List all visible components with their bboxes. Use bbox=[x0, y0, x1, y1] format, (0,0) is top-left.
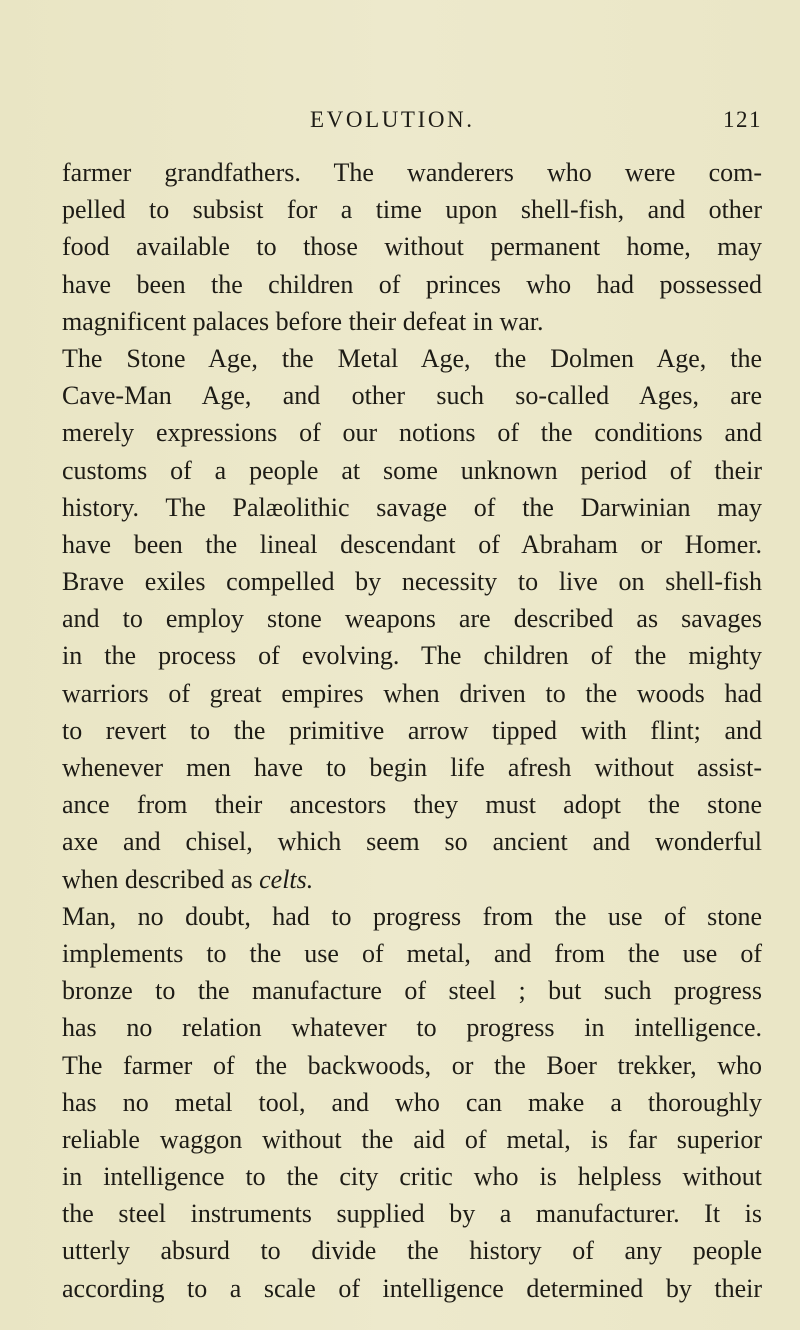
text-line: to revert to the primitive arrow tipped with flint; and bbox=[62, 715, 762, 745]
text-line: customs of a people at some unknown period of their bbox=[62, 455, 762, 485]
text-line-start: when described as bbox=[62, 864, 260, 894]
body-text bbox=[62, 154, 762, 1307]
running-title: EVOLUTION. bbox=[310, 107, 475, 132]
text-line: The Stone Age, the Metal Age, the Dolmen Age, the bbox=[62, 343, 762, 373]
text-line: Cave-Man Age, and other such so-called Ages, are bbox=[62, 381, 762, 411]
page-number: 121 bbox=[723, 107, 762, 132]
running-head bbox=[62, 103, 762, 137]
text-line: magnificent palaces before their defeat in war. bbox=[62, 306, 544, 336]
text-line: merely expressions of our notions of the conditions and bbox=[62, 418, 762, 448]
text-line: axe and chisel, which seem so ancient and wonderful bbox=[62, 827, 762, 857]
text-line: utterly absurd to divide the history of any people bbox=[62, 1236, 762, 1266]
text-line: Brave exiles compelled by necessity to live on shell-fish bbox=[62, 567, 762, 597]
text-line: have been the lineal descendant of Abraham or Homer. bbox=[62, 529, 762, 559]
text-line: Man, no doubt, had to progress from the use of stone bbox=[62, 901, 762, 931]
text-line: has no metal tool, and who can make a thoroughly bbox=[62, 1087, 762, 1117]
text-line: bronze to the manufacture of steel ; but such progress bbox=[62, 976, 762, 1006]
text-line: whenever men have to begin life afresh without assist- bbox=[62, 753, 762, 782]
text-line: farmer grandfathers. The wanderers who were com- bbox=[62, 158, 762, 187]
text-line: ance from their ancestors they must adopt the stone bbox=[62, 790, 762, 820]
text-line: pelled to subsist for a time upon shell-fish, and other bbox=[62, 195, 762, 225]
text-line: in the process of evolving. The children of the mighty bbox=[62, 641, 762, 671]
italic-term: celts. bbox=[259, 864, 314, 894]
text-line: The farmer of the backwoods, or the Boer trekker, who bbox=[62, 1050, 762, 1080]
text-line: according to a scale of intelligence determined by their bbox=[62, 1273, 762, 1303]
text-line: food available to those without permanent home, may bbox=[62, 232, 762, 262]
text-line: the steel instruments supplied by a manufacturer. It is bbox=[62, 1199, 762, 1229]
text-line: and to employ stone weapons are described as savages bbox=[62, 604, 762, 634]
text-line: implements to the use of metal, and from the use of bbox=[62, 938, 762, 968]
text-line: reliable waggon without the aid of metal, is far superior bbox=[62, 1124, 762, 1154]
text-line: in intelligence to the city critic who is helpless without bbox=[62, 1162, 762, 1192]
text-line: has no relation whatever to progress in intelligence. bbox=[62, 1013, 762, 1043]
text-line: have been the children of princes who had possessed bbox=[62, 269, 762, 299]
text-line bbox=[62, 861, 762, 898]
text-line: warriors of great empires when driven to the woods had bbox=[62, 678, 762, 708]
text-line: history. The Palæolithic savage of the Darwinian may bbox=[62, 492, 762, 522]
